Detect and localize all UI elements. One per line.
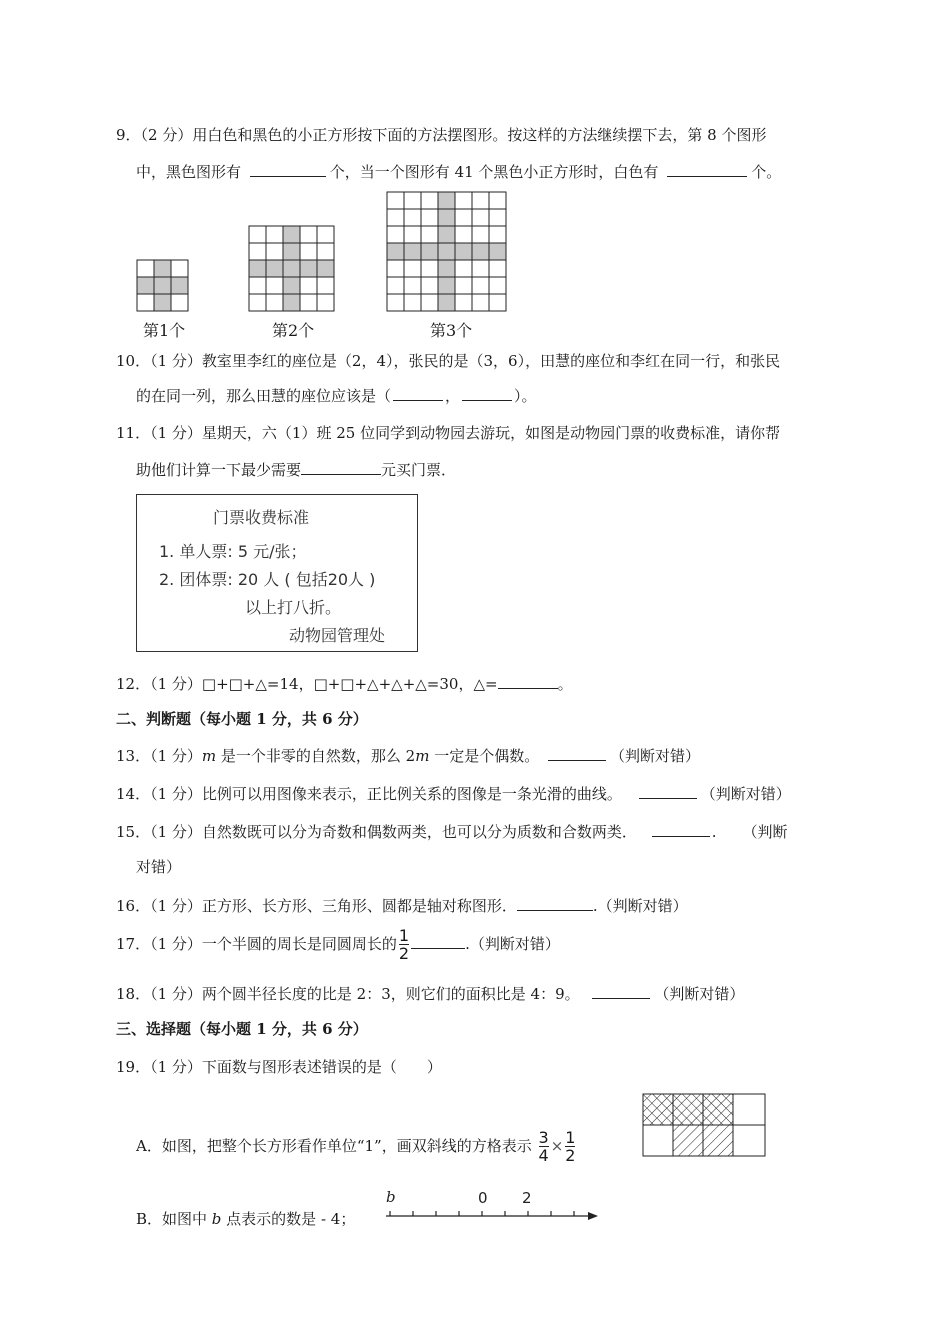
q17-blank[interactable]	[411, 932, 465, 949]
q19-option-b-post: 点表示的数是 - 4；	[221, 1210, 356, 1228]
q12-blank[interactable]	[498, 672, 558, 689]
number-line-label-2: 2	[522, 1189, 532, 1207]
q13-post: 一定是个偶数。	[429, 747, 540, 765]
q12-line	[116, 672, 573, 694]
q19-b-number-line	[378, 1186, 606, 1226]
q16-tail: .（判断对错）	[592, 897, 688, 915]
q19-option-b[interactable]	[136, 1208, 355, 1229]
q19-a-times: ×	[550, 1137, 564, 1155]
q12-text-a: 12．（1 分）□+□+△=14，□+□+△+△+△=30，△=	[116, 675, 498, 693]
q10-text-c: ）。	[514, 387, 537, 405]
q11-line1: 11．（1 分）星期天，六（1）班 25 位同学到动物园去游玩，如图是动物园门票的收费标准，请你帮	[116, 424, 781, 442]
q11-text-a: 助他们计算一下最少需要	[136, 461, 302, 479]
number-line-arrow	[588, 1212, 598, 1220]
q11-blank[interactable]	[301, 458, 381, 475]
q16-blank[interactable]	[517, 894, 593, 911]
q10-blank-2[interactable]	[462, 384, 512, 401]
q9-figures	[130, 186, 520, 316]
q10-text-a: 的在同一列，那么田慧的座位应该是（	[136, 387, 392, 405]
q17-tail: .（判断对错）	[465, 935, 560, 953]
ticket-rule-2-cont: 以上打八折。	[245, 598, 342, 617]
q19-a-den2: 2	[565, 1146, 576, 1165]
q14-tail: （判断对错）	[700, 785, 791, 803]
q13-var-m2: m	[415, 747, 430, 765]
q19-a-grid-figure	[642, 1093, 768, 1157]
q11-line2	[136, 458, 456, 480]
q14-text: 14．（1 分）比例可以用图像来表示，正比例关系的图像是一条光滑的曲线。	[116, 785, 622, 803]
q16-line	[116, 894, 688, 916]
q11-text-b: 元买门票．	[381, 461, 457, 479]
q17-den: 2	[398, 944, 410, 963]
q15-tail: （判断	[742, 823, 788, 841]
q13-line	[116, 744, 700, 766]
q10-line1: 10．（1 分）教室里李红的座位是（2，4），张民的是（3，6），田慧的座位和李红在同一行，和张民	[116, 352, 781, 370]
ticket-rule-1: 1. 单人票: 5 元/张；	[159, 542, 307, 561]
figure-2-grid	[249, 226, 334, 311]
q19-option-a[interactable]	[136, 1130, 577, 1164]
q9-text-b: 个，当一个图形有 41 个黑色小正方形时，白色有	[329, 163, 659, 181]
ticket-title: 门票收费标准	[213, 508, 310, 527]
number-line-label-0: 0	[478, 1189, 488, 1207]
q16-text: 16．（1 分）正方形、长方形、三角形、圆都是轴对称图形．	[116, 897, 517, 915]
q10-line2	[136, 384, 537, 406]
q17-num: 1	[398, 926, 410, 945]
q13-tail: （判断对错）	[610, 747, 701, 765]
section-2-heading: 二、判断题（每小题 1 分，共 6 分）	[116, 710, 368, 728]
ticket-sign: 动物园管理处	[289, 626, 386, 645]
q15-text: 15．（1 分）自然数既可以分为奇数和偶数两类，也可以分为质数和合数两类．	[116, 823, 637, 841]
q19-option-b-var: b	[211, 1210, 222, 1228]
q9-text-c: 个。	[751, 163, 782, 181]
q10-text-b: ，	[445, 387, 461, 405]
q18-line	[116, 982, 744, 1004]
q19-a-num1: 3	[538, 1128, 549, 1147]
q18-blank[interactable]	[592, 982, 650, 999]
q19-stem: 19．（1 分）下面数与图形表述错误的是（ ）	[116, 1058, 442, 1076]
q17-text: 17．（1 分）一个半圆的周长是同圆周长的	[116, 935, 397, 953]
q9-line1: 9．（2 分）用白色和黑色的小正方形按下面的方法摆图形。按这样的方法继续摆下去，第 8 个图形	[116, 126, 767, 144]
figure-2-label: 第2个	[272, 321, 315, 340]
q19-a-frac-1	[539, 1130, 549, 1164]
number-line-label-b: b	[386, 1188, 396, 1206]
q12-text-b: 。	[557, 675, 573, 693]
q19-a-frac-2	[565, 1130, 575, 1164]
q15-line1	[116, 820, 787, 842]
q19-a-den1: 4	[538, 1146, 549, 1165]
section-3-heading: 三、选择题（每小题 1 分，共 6 分）	[116, 1020, 368, 1038]
figure-3-grid	[387, 192, 506, 311]
q19-a-num2: 1	[565, 1128, 576, 1147]
q14-blank[interactable]	[639, 782, 697, 799]
q13-var-m: m	[201, 747, 217, 765]
q15-dot: .	[711, 823, 717, 841]
q19-option-b-pre: B．如图中	[136, 1210, 212, 1228]
q13-prefix: 13．（1 分）	[116, 747, 202, 765]
q17-fraction	[399, 928, 409, 962]
q17-line	[116, 928, 560, 962]
q19-option-a-text: A．如图，把整个长方形看作单位“1”，画双斜线的方格表示	[136, 1137, 532, 1155]
figure-3-label: 第3个	[430, 321, 473, 340]
q15-line2: 对错）	[136, 858, 182, 876]
q9-line2	[136, 160, 781, 182]
q9-blank-2[interactable]	[667, 160, 747, 177]
q9-blank-1[interactable]	[250, 160, 326, 177]
figure-1-label: 第1个	[143, 321, 186, 340]
q18-text: 18．（1 分）两个圆半径长度的比是 2：3，则它们的面积比是 4：9。	[116, 985, 580, 1003]
q9-text-a: 中，黑色图形有	[136, 163, 242, 181]
ticket-price-board	[136, 494, 418, 652]
ticket-rule-2: 2. 团体票: 20 人 ( 包括20人 )	[159, 570, 376, 589]
figure-1-grid	[137, 260, 188, 311]
q18-tail: （判断对错）	[654, 985, 745, 1003]
number-line-ticks	[390, 1211, 574, 1216]
q13-blank[interactable]	[548, 744, 606, 761]
q15-blank[interactable]	[652, 820, 710, 837]
q14-line	[116, 782, 791, 804]
q10-blank-1[interactable]	[393, 384, 443, 401]
q13-mid: 是一个非零的自然数，那么 2	[216, 747, 416, 765]
